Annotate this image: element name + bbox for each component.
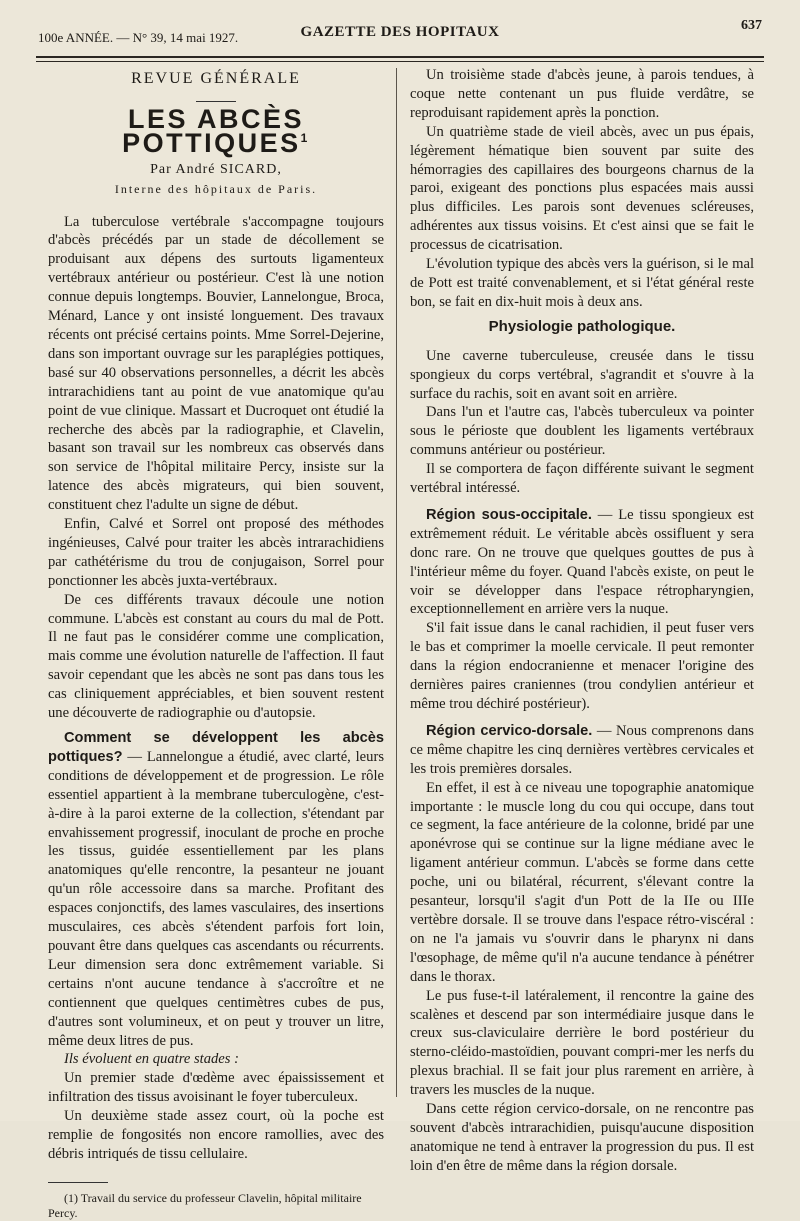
paragraph	[410, 722, 754, 779]
issue-line: 100e ANNÉE. — N° 39, 14 mai 1927.	[38, 30, 239, 45]
paragraph: Un quatrième stade de vieil abcès, avec un pus épais, légèrement hématique bien souvent par suite des hémorragies des capillaires des bourgeons charnus de la paroi, exigeant des ponctions plus espacées mais aussi plus difficiles. Les parois sont devenues scléreuses, adhérentes aux tissus voisins. Et c'est ainsi que se fait le processus de cicatrisation.	[410, 123, 754, 254]
paragraph: La tuberculose vertébrale s'accompagne toujours d'abcès précédés par un stade de décollement se produisant aux dépens des surtouts ligamenteux vertébraux antérieur ou postérieur. C'est là une notion connue depuis longtemps. Bouvier, Lannelongue, Broca, Ménard, Lance y ont insisté longuement. Des travaux récents ont précisé certains points. Mme Sorrel-Dejerine, dans son important ouvrage sur les paraplégies pottiques, basé sur 40 observations personnelles, a décrit les abcès intrarachidiens tant au point de vue anatomique qu'au point de vue clinique. Massart et Ducroquet ont étudié la recherche des abcès par la radiographie, et Clavelin, basant son travail sur les nombreux cas observés dans son service de l'hôpital militaire Percy, insiste sur la latence des abcès migrateurs, qui bien souvent, constituent chez l'adulte un signe de début.	[48, 213, 384, 514]
article-title	[48, 103, 384, 158]
paragraph: Enfin, Calvé et Sorrel ont proposé des méthodes ingénieuses, Calvé pour traiter les abcès intrarachidiens par cathétérisme du trou de conjugaison, Sorrel pour ponctionner les abcès juxta-vertébraux.	[48, 516, 384, 589]
section-heading: Région sous-occipitale.	[426, 506, 592, 523]
paragraph: Il se comportera de façon différente suivant le segment vertébral intéressé.	[410, 461, 754, 497]
paragraph: S'il fait issue dans le canal rachidien, il peut fuser vers le bas et comprimer la moelle cervicale. Il peut remonter dans la région endocranienne et menacer l'origine des dernières paires craniennes (trou condylien antérieur et même trou déchiré postérieur).	[410, 620, 754, 712]
section-heading: Physiologie pathologique.	[488, 317, 676, 335]
paragraph: De ces différents travaux découle une notion commune. L'abcès est constant au cours du mal de Pott. Il ne faut pas le considérer comme une complication, mais comme une évolution naturelle de l'affection. Il faut savoir cependant que les abcès ne sont pas dans tous les cas cliniquement appréciables, et bien souvent restent une découverte de radiographie ou d'autopsie.	[48, 591, 384, 722]
paragraph: Un troisième stade d'abcès jeune, à parois tendues, à coque nette contenant un pus fluide verdâtre, se reproduisant rapidement après la ponction.	[410, 67, 754, 121]
section-heading: Région cervico-dorsale.	[426, 722, 593, 739]
column-divider	[396, 68, 397, 1097]
page-header	[36, 14, 764, 54]
footnote: (1) Travail du service du professeur Clavelin, hôpital militaire Percy.	[48, 1190, 362, 1220]
right-column	[410, 66, 754, 1176]
paragraph: Un premier stade d'œdème avec épaississement et infiltration des tissus avoisinant le foyer tuberculeux.	[48, 1070, 384, 1106]
title-footnote-mark: 1	[300, 130, 310, 145]
paragraph: Dans cette région cervico-dorsale, on ne rencontre pas souvent d'abcès intrarachidien, puisqu'aucune disposition anatomique ne tend à entraver la progression du pus. Il est loin d'en être de même dans la région dorsale.	[410, 1101, 754, 1174]
section-heading: Comment se développent les abcès pottiques?	[48, 730, 384, 765]
journal-title: GAZETTE DES HOPITAUX	[300, 24, 500, 40]
footnote-rule	[48, 1182, 108, 1183]
paragraph: L'évolution typique des abcès vers la guérison, si le mal de Pott est traité convenablement, et si l'état général reste bon, se fait en dix-huit mois à deux ans.	[410, 256, 754, 310]
section-text: — Le tissu spongieux est extrêmement réduit. Le véritable abcès ossifluent y sera donc rare. On ne trouve que quelques gouttes de pus à l'intérieur même du foyer. Quand l'abcès existe, on peut le voir se développer dans l'espace rétropharyngien, exceptionnellement en arrière vers la nuque.	[410, 506, 754, 618]
paragraph	[410, 506, 754, 619]
section-text: — Nous comprenons dans ce même chapitre les cinq dernières vertèbres cervicales et les trois premières dorsales.	[410, 722, 754, 777]
paragraph: Le pus fuse-t-il latéralement, il rencontre la gaine des scalènes et descend par son intermédiaire jusque dans le creux sus-claviculaire derrière le bord postérieur du sterno-cléido-mastoïdien, pouvant compri-mer les nerfs du plexus brachial. Il se fait jour plus rarement en arrière, à travers les muscles de la nuque.	[410, 987, 754, 1099]
rubric: REVUE GÉNÉRALE	[131, 70, 301, 87]
header-rule	[36, 56, 764, 58]
author-line: Par André SICARD,	[150, 161, 282, 177]
paragraph	[48, 729, 384, 1050]
section-text: — Lannelongue a étudié, avec clarté, leurs conditions de développement et de progression. Le rôle essentiel appartient à la membrane tuberculogène, c'est-à-dire à la paroi externe de la collection, s'étendant par envahissement progressif, inoculant de proche en proche les tissus, guidée essentiellement par les plans anatomiques qu'elle rencontre, la pesanteur ne jouant qu'un rôle accessoire dans sa marche. Profitant des espaces conjonctifs, des lames vasculaires, des insertions musculaires, ces abcès s'étendent parfois fort loin, pouvant être dans quelques cas ascendants ou récurrents. Leur dimension sera donc extrêmement variable. Si certains n'ont aucune tendance à s'accroître et ne contiennent que quelques centimètres cubes de pus, d'autres sont volumineux, et on peut y trouver un litre, même deux litres de pus.	[48, 748, 384, 1049]
paragraph: Une caverne tuberculeuse, creusée dans le tissu spongieux du corps vertébral, s'agrandit et s'ouvre à la surface du rachis, soit en avant soit en arrière.	[410, 347, 754, 402]
paragraph: Dans l'un et l'autre cas, l'abcès tuberculeux va pointer sous le périoste que doublent les ligaments vertébraux communs antérieur ou postérieur.	[410, 404, 754, 459]
paragraph: Un deuxième stade assez court, où la poche est remplie de fongosités non encore ramollies, avec des débris intriqués de tissu cellulaire.	[48, 1108, 384, 1162]
left-column	[48, 66, 384, 1221]
author-affiliation: Interne des hôpitaux de Paris.	[114, 181, 318, 196]
header-rule-thin	[36, 61, 764, 62]
title-separator	[196, 101, 236, 102]
page-number: 637	[741, 18, 762, 33]
stages-line: Ils évoluent en quatre stades :	[64, 1051, 239, 1068]
paragraph: En effet, il est à ce niveau une topographie anatomique importante : le muscle long du cou qui occupe, dans tout ce segment, la face antérieure de la colonne, bridé par une aponévrose qui se continue sur la ligne médiane avec le ligament antérieur commun. L'abcès se forme dans cette poche, uni ou bilatéral, récurrent, s'élevant contre la pesanteur, lorsqu'il s'agit d'un Pott de la IIe ou IIIe vertèbre dorsale. Il se trouve dans l'espace rétro-viscéral : on ne l'a jamais vu s'ouvrir dans le pharynx ni dans l'œsophage, de même qu'il n'a aucune tendance à pénétrer dans le thorax.	[410, 779, 754, 985]
title-text: LES ABCÈS POTTIQUES	[122, 103, 305, 158]
